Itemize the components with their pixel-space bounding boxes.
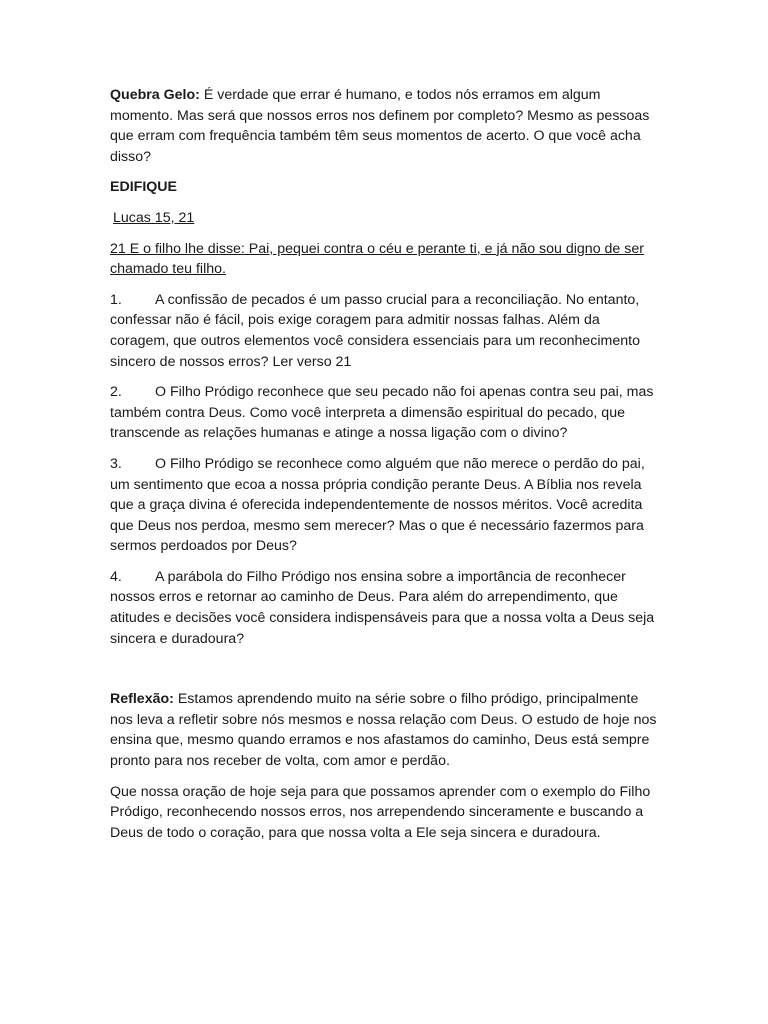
section-spacer — [110, 659, 658, 689]
question-text: A parábola do Filho Pródigo nos ensina sobre a importância de reconhecer nossos erros e retornar ao caminho de Deus. Para além do arrependimento, que atitudes e decisões você considera indispensáveis para que a nossa volta a Deus seja sincera e duradoura? — [110, 568, 655, 647]
question-item — [110, 290, 658, 372]
prayer-paragraph: Que nossa oração de hoje seja para que possamos aprender com o exemplo do Filho Pródigo, reconhecendo nossos erros, nos arrependendo sinceramente e buscando a Deus de todo o coração, para que nossa volta a Ele seja sincera e duradoura. — [110, 783, 651, 841]
question-number: 2. — [110, 384, 122, 401]
icebreaker-text: É verdade que errar é humano, e todos nós erramos em algum momento. Mas será que nossos erros nos definem por completo? Mesmo as pessoas que erram com frequência também têm seus momentos de acerto. O que você acha disso? — [110, 87, 650, 165]
question-item — [110, 567, 658, 649]
verse-paragraph — [110, 239, 658, 280]
question-item — [110, 382, 658, 444]
question-number: 1. — [110, 291, 122, 308]
question-item — [110, 454, 658, 557]
verse-text: 21 E o filho lhe disse: Pai, pequei contra o céu e perante ti, e já não sou digno de ser chamado teu filho. — [110, 240, 644, 278]
question-text: O Filho Pródigo reconhece que seu pecado não foi apenas contra seu pai, mas também contra Deus. Como você interpreta a dimensão espiritual do pecado, que transcende as relações humanas e atinge a nossa ligação com o divino? — [110, 384, 654, 442]
reflection-text: Estamos aprendendo muito na série sobre o filho pródigo, principalmente nos leva a refletir sobre nós mesmos e nossa relação com Deus. O estudo de hoje nos ensina que, mesmo quando erramos e nos afastamos do caminho, Deus está sempre pronto para nos receber de volta, com amor e perdão. — [110, 691, 657, 770]
reflection-paragraph — [110, 689, 658, 771]
icebreaker-paragraph — [110, 85, 658, 167]
question-number: 4. — [110, 568, 122, 585]
scripture-reference: Lucas 15, 21 — [113, 209, 195, 226]
reflection-label: Reflexão: — [110, 691, 174, 708]
question-text: O Filho Pródigo se reconhece como alguém que não merece o perdão do pai, um sentimento que ecoa a nossa própria condição perante Deus. A Bíblia nos revela que a graça divina é oferecida independentemente de nossos méritos. Você acredita que Deus nos perdoa, mesmo sem merecer? Mas o que é necessário fazermos para sermos perdoados por Deus? — [110, 455, 645, 555]
question-number: 3. — [110, 455, 122, 472]
icebreaker-label: Quebra Gelo: — [110, 87, 200, 103]
edify-heading: EDIFIQUE — [110, 179, 178, 196]
document-page — [110, 85, 658, 853]
scripture-reference-paragraph — [110, 208, 658, 229]
question-text: A confissão de pecados é um passo crucial para a reconciliação. No entanto, confessar não é fácil, pois exige coragem para admitir nossas falhas. Além da coragem, que outros elementos você considera essenciais para um reconhecimento sincero de nossos erros? Ler verso 21 — [110, 291, 640, 370]
